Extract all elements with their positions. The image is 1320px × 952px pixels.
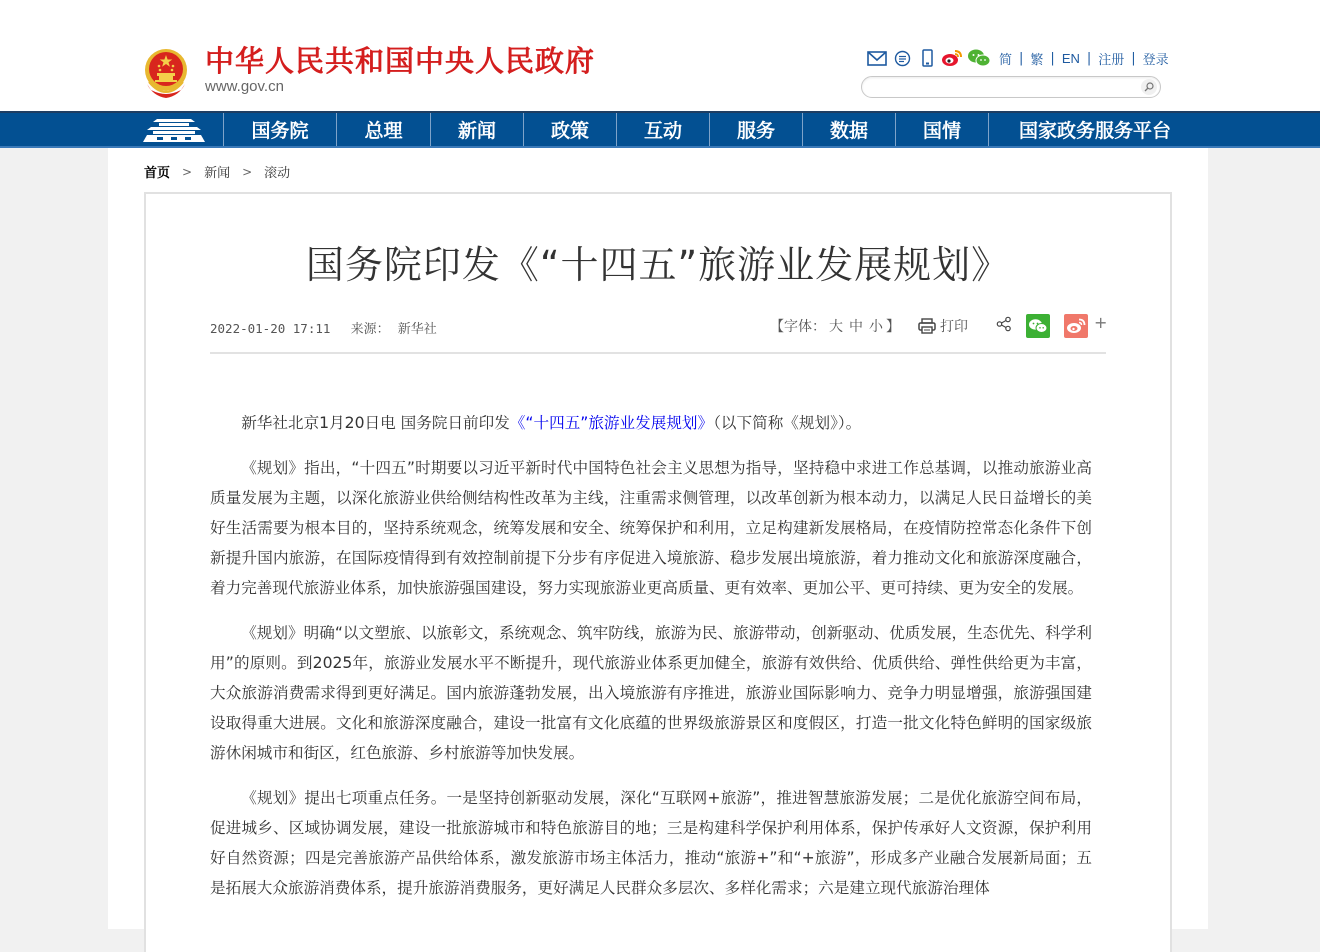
font-size-label: 【字体：: [770, 319, 826, 335]
font-size-close: 】: [886, 319, 900, 335]
article-paragraph: 《规划》明确“以文塑旅、以旅彰文，系统观念、筑牢防线，旅游为民、旅游带动，创新驱动、优质发展，生态优先、科学利用”的原则。到2025年，旅游业发展水平不断提升，现代旅游业体系更加健全，旅游有效供给、优质供给、弹性供给更为丰富，大众旅游消费需求得到更好满足。国内旅游蓬勃发展，出入境旅游有序推进，旅游业国际影响力、竞争力明显增强，旅游强国建设取得重大进展。文化和旅游深度融合，建设一批富有文化底蕴的世界级旅游景区和度假区，打造一批文化特色鲜明的国家级旅游休闲城市和街区，红色旅游、乡村旅游等加快发展。: [210, 624, 1092, 762]
print-label: 打印: [940, 319, 968, 335]
font-size-medium[interactable]: 中: [849, 319, 863, 335]
font-size-small[interactable]: 小: [869, 319, 883, 335]
wechat-icon[interactable]: [966, 48, 992, 68]
article-paragraph: [210, 408, 1092, 438]
site-url: www.gov.cn: [205, 78, 284, 95]
message-icon[interactable]: [891, 48, 913, 68]
nav-item-policy[interactable]: 政策: [524, 113, 617, 146]
nav-item-state-council[interactable]: 国务院: [224, 113, 337, 146]
nav-home-button[interactable]: [143, 113, 224, 146]
breadcrumb: [144, 162, 290, 181]
article-paragraph: 《规划》指出，“十四五”时期要以习近平新时代中国特色社会主义思想为指导，坚持稳中求进工作总基调，以推动旅游业高质量发展为主题，以深化旅游业供给侧结构性改革为主线，注重需求侧管理，以改革创新为根本动力，以满足人民日益增长的美好生活需要为根本目的，坚持系统观念，统筹发展和安全、统筹保护和利用，立足构建新发展格局，在疫情防控常态化条件下创新提升国内旅游，在国际疫情得到有效控制前提下分步有序促进入境旅游、稳步发展出境旅游，着力推动文化和旅游深度融合，着力完善现代旅游业体系，加快旅游强国建设，努力实现旅游业更高质量、更有效率、更加公平、更可持续、更为安全的发展。: [210, 459, 1092, 597]
article-body: [210, 408, 1092, 918]
wechat-icon: [1028, 318, 1048, 334]
font-size-control: [770, 316, 900, 336]
separator: |: [1086, 50, 1092, 66]
lang-traditional[interactable]: 繁: [1030, 52, 1044, 68]
printer-icon: [918, 318, 936, 334]
register-link[interactable]: 注册: [1098, 52, 1125, 68]
top-tools: [866, 48, 1169, 68]
print-button[interactable]: [918, 316, 968, 336]
search-icon[interactable]: [1141, 79, 1157, 95]
mail-icon[interactable]: [866, 48, 888, 68]
nav-item-interaction[interactable]: 互动: [617, 113, 710, 146]
breadcrumb-scroll[interactable]: 滚动: [264, 166, 291, 181]
lang-english[interactable]: EN: [1061, 50, 1080, 66]
main-nav: [0, 111, 1320, 148]
site-header: [0, 0, 1320, 111]
more-share-button[interactable]: +: [1094, 312, 1108, 332]
nav-item-national-info[interactable]: 国情: [896, 113, 989, 146]
nav-item-services[interactable]: 服务: [710, 113, 803, 146]
source-name: 新华社: [397, 322, 437, 337]
national-emblem-icon: [143, 46, 189, 100]
source-label: 来源：: [350, 322, 390, 337]
article-title: 国务院印发《“十四五”旅游业发展规划》: [305, 243, 1011, 287]
search-input[interactable]: [861, 76, 1161, 98]
separator: |: [1050, 50, 1055, 66]
article-container: [144, 192, 1172, 952]
chevron-right-icon: >: [242, 164, 253, 179]
login-link[interactable]: 登录: [1142, 52, 1169, 68]
article-meta: [210, 318, 437, 337]
content-column: [108, 148, 1208, 929]
nav-item-premier[interactable]: 总理: [337, 113, 431, 146]
site-name: 中华人民共和国中央人民政府: [205, 44, 596, 78]
divider: [210, 352, 1106, 354]
share-icon[interactable]: [996, 316, 1012, 336]
lang-simplified[interactable]: 简: [999, 52, 1013, 68]
article-tools: [770, 314, 1107, 338]
separator: |: [1131, 50, 1136, 66]
font-size-large[interactable]: 大: [829, 319, 843, 335]
tiananmen-icon: [143, 116, 205, 144]
intro-text: 新华社北京1月20日电 国务院日前印发: [241, 414, 510, 432]
weibo-icon[interactable]: [941, 48, 963, 68]
publish-date: 2022-01-20 17:11: [210, 321, 331, 336]
mobile-icon[interactable]: [916, 48, 938, 68]
nav-item-service-platform[interactable]: 国家政务服务平台: [1018, 120, 1171, 142]
plan-document-link[interactable]: 《“十四五”旅游业发展规划》: [509, 414, 714, 432]
site-logo[interactable]: [143, 44, 595, 100]
separator: |: [1019, 50, 1024, 66]
nav-item-data[interactable]: 数据: [803, 113, 896, 146]
nav-item-news[interactable]: 新闻: [431, 113, 524, 146]
share-weibo-button[interactable]: [1064, 314, 1088, 338]
breadcrumb-news[interactable]: 新闻: [204, 166, 231, 181]
language-links: [999, 49, 1169, 68]
share-wechat-button[interactable]: [1026, 314, 1050, 338]
breadcrumb-home[interactable]: 首页: [144, 166, 171, 181]
article-paragraph: 《规划》提出七项重点任务。一是坚持创新驱动发展，深化“互联网+旅游”，推进智慧旅游发展；二是优化旅游空间布局，促进城乡、区域协调发展，建设一批旅游城市和特色旅游目的地；三是构建科学保护利用体系，保护传承好人文资源，保护利用好自然资源；四是完善旅游产品供给体系，激发旅游市场主体活力，推动“旅游+”和“+旅游”，形成多产业融合发展新局面；五是拓展大众旅游消费体系，提升旅游消费服务，更好满足人民群众多层次、多样化需求；六是建立现代旅游治理体: [210, 789, 1092, 897]
intro-suffix: （以下简称《规划》）。: [713, 414, 862, 432]
chevron-right-icon: >: [182, 164, 193, 179]
weibo-icon: [1066, 318, 1086, 334]
